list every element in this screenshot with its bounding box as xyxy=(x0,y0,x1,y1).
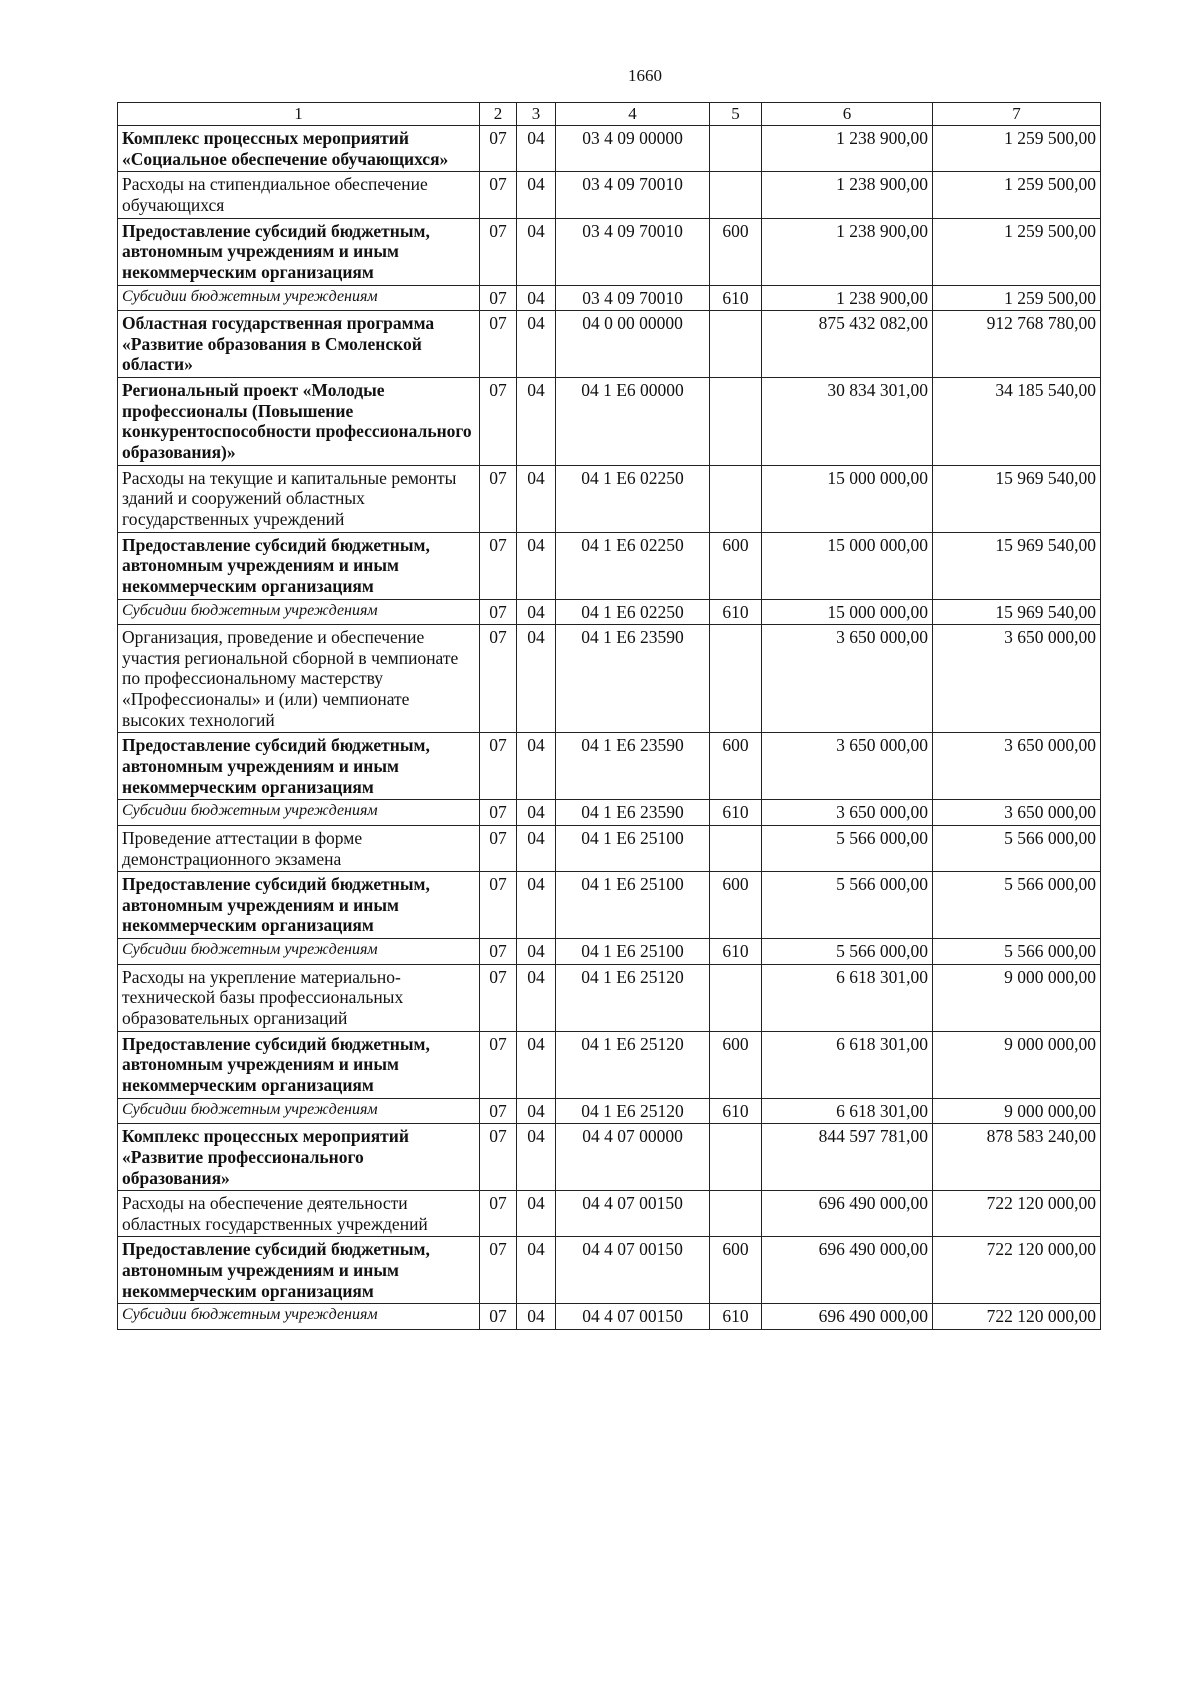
amount-year-1: 30 834 301,00 xyxy=(762,378,933,466)
section-code: 07 xyxy=(480,285,517,311)
subsection-code: 04 xyxy=(517,733,556,800)
amount-year-1: 5 566 000,00 xyxy=(762,939,933,965)
header-col-3: 3 xyxy=(517,103,556,126)
section-code: 07 xyxy=(480,872,517,939)
row-name: Субсидии бюджетным учреждениям xyxy=(118,599,480,625)
table-row xyxy=(118,1031,1101,1098)
amount-year-1: 875 432 082,00 xyxy=(762,311,933,378)
table-row xyxy=(118,1098,1101,1124)
subsection-code: 04 xyxy=(517,126,556,172)
expense-type-code xyxy=(710,311,762,378)
amount-year-2: 912 768 780,00 xyxy=(933,311,1101,378)
amount-year-2: 9 000 000,00 xyxy=(933,1098,1101,1124)
amount-year-2: 722 120 000,00 xyxy=(933,1304,1101,1330)
row-name: Субсидии бюджетным учреждениям xyxy=(118,285,480,311)
amount-year-1: 3 650 000,00 xyxy=(762,800,933,826)
amount-year-2: 1 259 500,00 xyxy=(933,218,1101,285)
expense-type-code: 600 xyxy=(710,1237,762,1304)
table-row xyxy=(118,825,1101,871)
section-code: 07 xyxy=(480,800,517,826)
table-row xyxy=(118,1304,1101,1330)
row-name: Расходы на укрепление материально-технической базы профессиональных образовательных организаций xyxy=(118,964,480,1031)
expense-type-code xyxy=(710,465,762,532)
table-row xyxy=(118,378,1101,466)
amount-year-1: 6 618 301,00 xyxy=(762,964,933,1031)
table-row xyxy=(118,218,1101,285)
table-row xyxy=(118,964,1101,1031)
expense-type-code: 610 xyxy=(710,800,762,826)
header-col-2: 2 xyxy=(480,103,517,126)
amount-year-1: 5 566 000,00 xyxy=(762,872,933,939)
table-row xyxy=(118,285,1101,311)
expense-type-code: 610 xyxy=(710,599,762,625)
expense-type-code: 600 xyxy=(710,218,762,285)
section-code: 07 xyxy=(480,465,517,532)
target-article-code: 04 1 Е6 23590 xyxy=(556,733,710,800)
subsection-code: 04 xyxy=(517,218,556,285)
row-name: Расходы на стипендиальное обеспечение обучающихся xyxy=(118,172,480,218)
header-col-1: 1 xyxy=(118,103,480,126)
target-article-code: 04 1 Е6 25100 xyxy=(556,939,710,965)
amount-year-1: 15 000 000,00 xyxy=(762,465,933,532)
subsection-code: 04 xyxy=(517,1191,556,1237)
amount-year-1: 1 238 900,00 xyxy=(762,218,933,285)
amount-year-1: 1 238 900,00 xyxy=(762,172,933,218)
table-row xyxy=(118,800,1101,826)
row-name: Предоставление субсидий бюджетным, автономным учреждениям и иным некоммерческим организациям xyxy=(118,532,480,599)
subsection-code: 04 xyxy=(517,465,556,532)
subsection-code: 04 xyxy=(517,172,556,218)
table-row xyxy=(118,872,1101,939)
amount-year-2: 5 566 000,00 xyxy=(933,872,1101,939)
table-row xyxy=(118,625,1101,733)
subsection-code: 04 xyxy=(517,599,556,625)
amount-year-2: 15 969 540,00 xyxy=(933,532,1101,599)
budget-table xyxy=(117,102,1101,1330)
expense-type-code: 600 xyxy=(710,1031,762,1098)
section-code: 07 xyxy=(480,1098,517,1124)
row-name: Субсидии бюджетным учреждениям xyxy=(118,939,480,965)
amount-year-2: 1 259 500,00 xyxy=(933,285,1101,311)
row-name: Региональный проект «Молодые профессионалы (Повышение конкурентоспособности профессионального образования)» xyxy=(118,378,480,466)
amount-year-1: 696 490 000,00 xyxy=(762,1304,933,1330)
row-name: Предоставление субсидий бюджетным, автономным учреждениям и иным некоммерческим организациям xyxy=(118,872,480,939)
row-name: Областная государственная программа «Развитие образования в Смоленской области» xyxy=(118,311,480,378)
header-col-6: 6 xyxy=(762,103,933,126)
subsection-code: 04 xyxy=(517,825,556,871)
amount-year-1: 3 650 000,00 xyxy=(762,625,933,733)
amount-year-2: 722 120 000,00 xyxy=(933,1237,1101,1304)
row-name: Предоставление субсидий бюджетным, автономным учреждениям и иным некоммерческим организациям xyxy=(118,218,480,285)
section-code: 07 xyxy=(480,1191,517,1237)
subsection-code: 04 xyxy=(517,964,556,1031)
amount-year-1: 696 490 000,00 xyxy=(762,1191,933,1237)
amount-year-2: 3 650 000,00 xyxy=(933,625,1101,733)
amount-year-2: 722 120 000,00 xyxy=(933,1191,1101,1237)
row-name: Организация, проведение и обеспечение участия региональной сборной в чемпионате по профессиональному мастерству «Профессионалы» и (или) чемпионате высоких технологий xyxy=(118,625,480,733)
section-code: 07 xyxy=(480,126,517,172)
expense-type-code xyxy=(710,378,762,466)
row-name: Предоставление субсидий бюджетным, автономным учреждениям и иным некоммерческим организациям xyxy=(118,1031,480,1098)
expense-type-code: 600 xyxy=(710,532,762,599)
section-code: 07 xyxy=(480,311,517,378)
subsection-code: 04 xyxy=(517,532,556,599)
table-row xyxy=(118,311,1101,378)
amount-year-1: 5 566 000,00 xyxy=(762,825,933,871)
amount-year-2: 878 583 240,00 xyxy=(933,1124,1101,1191)
section-code: 07 xyxy=(480,964,517,1031)
amount-year-2: 5 566 000,00 xyxy=(933,939,1101,965)
target-article-code: 03 4 09 00000 xyxy=(556,126,710,172)
target-article-code: 04 1 Е6 25100 xyxy=(556,825,710,871)
expense-type-code xyxy=(710,1191,762,1237)
amount-year-1: 6 618 301,00 xyxy=(762,1098,933,1124)
amount-year-2: 1 259 500,00 xyxy=(933,172,1101,218)
table-body xyxy=(118,126,1101,1330)
section-code: 07 xyxy=(480,1031,517,1098)
amount-year-2: 9 000 000,00 xyxy=(933,1031,1101,1098)
table-row xyxy=(118,172,1101,218)
target-article-code: 04 1 Е6 23590 xyxy=(556,625,710,733)
table-row xyxy=(118,532,1101,599)
amount-year-1: 696 490 000,00 xyxy=(762,1237,933,1304)
amount-year-1: 844 597 781,00 xyxy=(762,1124,933,1191)
target-article-code: 04 1 Е6 25120 xyxy=(556,1098,710,1124)
expense-type-code: 600 xyxy=(710,872,762,939)
target-article-code: 03 4 09 70010 xyxy=(556,285,710,311)
table-row xyxy=(118,599,1101,625)
expense-type-code: 600 xyxy=(710,733,762,800)
table-row xyxy=(118,1191,1101,1237)
target-article-code: 03 4 09 70010 xyxy=(556,218,710,285)
row-name: Проведение аттестации в форме демонстрационного экзамена xyxy=(118,825,480,871)
amount-year-2: 1 259 500,00 xyxy=(933,126,1101,172)
subsection-code: 04 xyxy=(517,1304,556,1330)
target-article-code: 04 1 Е6 02250 xyxy=(556,599,710,625)
subsection-code: 04 xyxy=(517,800,556,826)
amount-year-2: 15 969 540,00 xyxy=(933,465,1101,532)
section-code: 07 xyxy=(480,378,517,466)
expense-type-code: 610 xyxy=(710,285,762,311)
target-article-code: 04 1 Е6 23590 xyxy=(556,800,710,826)
expense-type-code xyxy=(710,172,762,218)
expense-type-code xyxy=(710,825,762,871)
subsection-code: 04 xyxy=(517,872,556,939)
target-article-code: 04 4 07 00000 xyxy=(556,1124,710,1191)
row-name: Субсидии бюджетным учреждениям xyxy=(118,1304,480,1330)
amount-year-2: 9 000 000,00 xyxy=(933,964,1101,1031)
subsection-code: 04 xyxy=(517,378,556,466)
target-article-code: 04 1 Е6 02250 xyxy=(556,532,710,599)
subsection-code: 04 xyxy=(517,939,556,965)
table-row xyxy=(118,465,1101,532)
section-code: 07 xyxy=(480,172,517,218)
target-article-code: 04 1 Е6 00000 xyxy=(556,378,710,466)
section-code: 07 xyxy=(480,1237,517,1304)
row-name: Расходы на обеспечение деятельности областных государственных учреждений xyxy=(118,1191,480,1237)
table-row xyxy=(118,126,1101,172)
expense-type-code: 610 xyxy=(710,1098,762,1124)
header-row xyxy=(118,103,1101,126)
amount-year-2: 3 650 000,00 xyxy=(933,800,1101,826)
amount-year-1: 1 238 900,00 xyxy=(762,285,933,311)
subsection-code: 04 xyxy=(517,1237,556,1304)
subsection-code: 04 xyxy=(517,1124,556,1191)
row-name: Комплекс процессных мероприятий «Развитие профессионального образования» xyxy=(118,1124,480,1191)
subsection-code: 04 xyxy=(517,285,556,311)
expense-type-code xyxy=(710,625,762,733)
target-article-code: 04 1 Е6 25100 xyxy=(556,872,710,939)
amount-year-2: 15 969 540,00 xyxy=(933,599,1101,625)
subsection-code: 04 xyxy=(517,311,556,378)
target-article-code: 04 0 00 00000 xyxy=(556,311,710,378)
section-code: 07 xyxy=(480,825,517,871)
section-code: 07 xyxy=(480,532,517,599)
header-col-7: 7 xyxy=(933,103,1101,126)
subsection-code: 04 xyxy=(517,625,556,733)
expense-type-code xyxy=(710,1124,762,1191)
section-code: 07 xyxy=(480,1124,517,1191)
target-article-code: 04 4 07 00150 xyxy=(556,1191,710,1237)
amount-year-2: 5 566 000,00 xyxy=(933,825,1101,871)
expense-type-code xyxy=(710,126,762,172)
header-col-5: 5 xyxy=(710,103,762,126)
target-article-code: 04 4 07 00150 xyxy=(556,1304,710,1330)
amount-year-1: 15 000 000,00 xyxy=(762,532,933,599)
table-row xyxy=(118,1124,1101,1191)
table-row xyxy=(118,939,1101,965)
amount-year-2: 3 650 000,00 xyxy=(933,733,1101,800)
table-row xyxy=(118,1237,1101,1304)
table-row xyxy=(118,733,1101,800)
amount-year-1: 15 000 000,00 xyxy=(762,599,933,625)
row-name: Расходы на текущие и капитальные ремонты зданий и сооружений областных государственных учреждений xyxy=(118,465,480,532)
amount-year-2: 34 185 540,00 xyxy=(933,378,1101,466)
subsection-code: 04 xyxy=(517,1098,556,1124)
page-number: 1660 xyxy=(628,66,662,85)
row-name: Комплекс процессных мероприятий «Социальное обеспечение обучающихся» xyxy=(118,126,480,172)
section-code: 07 xyxy=(480,1304,517,1330)
expense-type-code xyxy=(710,964,762,1031)
section-code: 07 xyxy=(480,218,517,285)
row-name: Предоставление субсидий бюджетным, автономным учреждениям и иным некоммерческим организациям xyxy=(118,733,480,800)
target-article-code: 03 4 09 70010 xyxy=(556,172,710,218)
amount-year-1: 3 650 000,00 xyxy=(762,733,933,800)
expense-type-code: 610 xyxy=(710,939,762,965)
row-name: Субсидии бюджетным учреждениям xyxy=(118,800,480,826)
target-article-code: 04 4 07 00150 xyxy=(556,1237,710,1304)
row-name: Субсидии бюджетным учреждениям xyxy=(118,1098,480,1124)
header-col-4: 4 xyxy=(556,103,710,126)
target-article-code: 04 1 Е6 25120 xyxy=(556,1031,710,1098)
section-code: 07 xyxy=(480,599,517,625)
section-code: 07 xyxy=(480,733,517,800)
amount-year-1: 1 238 900,00 xyxy=(762,126,933,172)
amount-year-1: 6 618 301,00 xyxy=(762,1031,933,1098)
row-name: Предоставление субсидий бюджетным, автономным учреждениям и иным некоммерческим организациям xyxy=(118,1237,480,1304)
target-article-code: 04 1 Е6 02250 xyxy=(556,465,710,532)
target-article-code: 04 1 Е6 25120 xyxy=(556,964,710,1031)
subsection-code: 04 xyxy=(517,1031,556,1098)
section-code: 07 xyxy=(480,625,517,733)
expense-type-code: 610 xyxy=(710,1304,762,1330)
section-code: 07 xyxy=(480,939,517,965)
